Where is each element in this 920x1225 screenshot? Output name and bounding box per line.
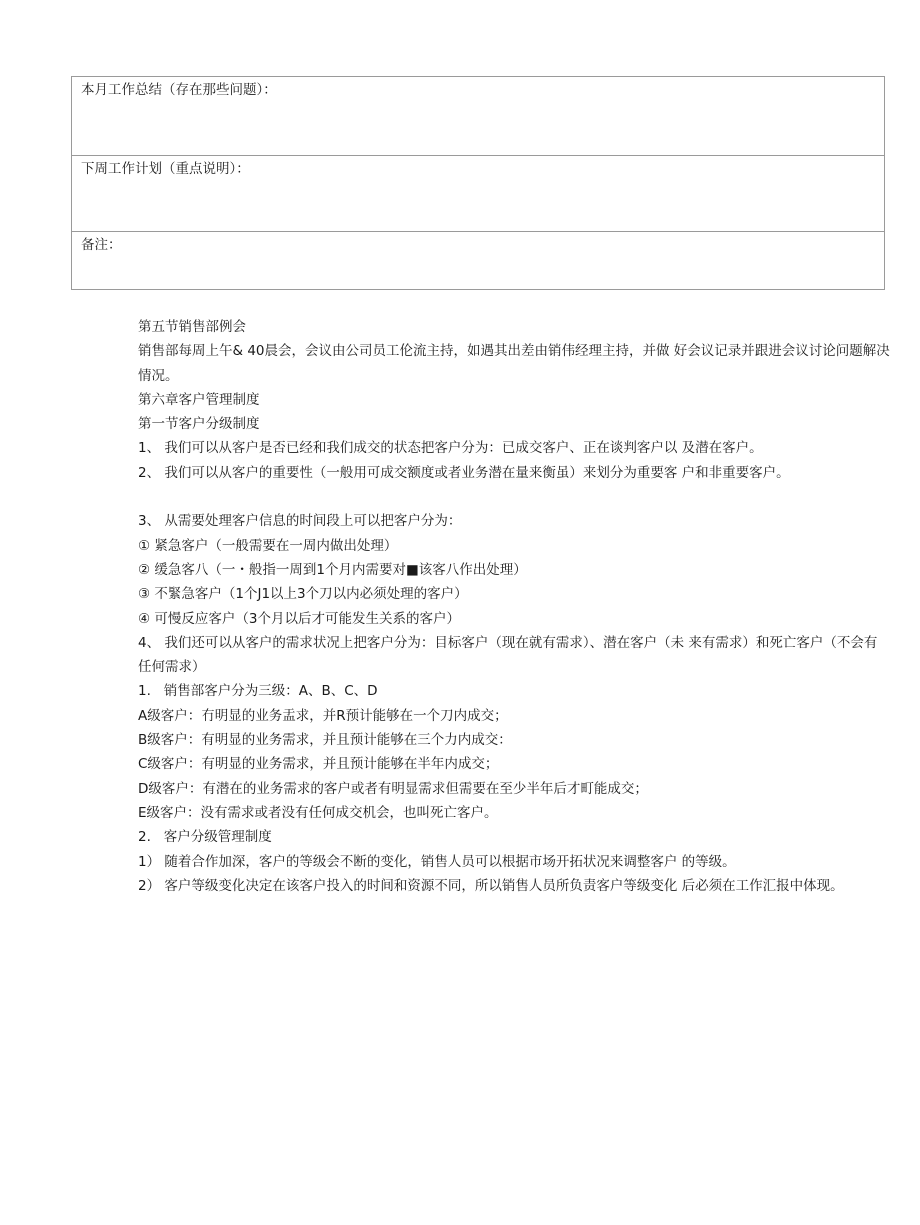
urgency-item: ② 缓急客八（一・般指一周到1个月内需要对■该客八作出处理） xyxy=(138,561,527,578)
monthly-summary-cell[interactable]: 本月工作总结（存在那些问题）： xyxy=(72,77,884,156)
list-item: 3、 从需要处理客户信息的时间段上可以把客户分为： xyxy=(138,513,462,530)
mgmt-title: 2. 客户分级管理制度 xyxy=(138,829,272,846)
section5-paragraph: 销售部每周上午& 40晨会，会议由公司员工伦流主持，如遇其出差由销伟经理主持，并做 好会议记录并跟进会议讨论问题解决情况。 xyxy=(138,343,890,384)
next-week-plan-cell[interactable]: 下周工作计划（重点说明）： xyxy=(72,156,884,232)
urgency-item: ③ 不緊急客户（1个J1以上3个刀以内必须处理的客户） xyxy=(138,586,468,603)
report-table xyxy=(71,76,885,290)
grade-item: B级客户：有明显的业务需求，并且预计能够在三个力内成交： xyxy=(138,732,512,749)
urgency-item: ① 紧急客户（一般需要在一周内做出处理） xyxy=(138,537,398,554)
section1-title: 第一节客户分级制度 xyxy=(138,416,260,433)
chapter6-title: 第六章客户管理制度 xyxy=(138,391,260,408)
grade-item: E级客户：没有需求或者没有任何成交机会，也叫死亡客户。 xyxy=(138,804,498,821)
list-item: 4、 我们还可以从客户的需求状况上把客户分为：目标客户（现在就有需求）、潜在客户（未 来有需求）和死亡客户（不会有任何需求） xyxy=(138,634,878,676)
mgmt-item: 2） 客户等级变化决定在该客户投入的时间和资源不同，所以销售人员所负责客户等级变化 后必须在工作汇报中体现。 xyxy=(138,877,844,894)
list-item: 2、 我们可以从客户的重要性（一般用可成交额度或者业务潜在量来衡虽）来划分为重要客 户和非重要客户。 xyxy=(138,464,790,481)
grade-item: C级客户：有明显的业务需求，并且预计能够在半年内成交； xyxy=(138,756,499,773)
grade-item: A级客户：冇明显的业务盂求，并R预计能够在一个刀内成交； xyxy=(138,707,508,724)
urgency-item: ④ 可慢反应客户（3个月以后才可能发生关系的客户） xyxy=(138,610,460,627)
grade-item: D级客户：有潜在的业务需求的客户或者有明显需求但需要在至少半年后才町能成交； xyxy=(138,780,648,797)
remarks-cell[interactable]: 备注： xyxy=(81,237,122,253)
list-item: 1、 我们可以从客户是否已经和我们成交的状态把客户分为：已成交客户、正在谈判客户以 及潜在客户。 xyxy=(138,440,763,457)
section5-title: 第五节销售部例会 xyxy=(138,319,246,335)
mgmt-item: 1） 随着合作加深，客户的等级会不断的变化，销售人员可以根据市场开拓状况来调整客户 的等级。 xyxy=(138,853,736,870)
spacer xyxy=(138,485,890,509)
document-body xyxy=(138,315,890,898)
grade-title: 1. 销售部客户分为三级：A、B、C、D xyxy=(138,683,378,700)
